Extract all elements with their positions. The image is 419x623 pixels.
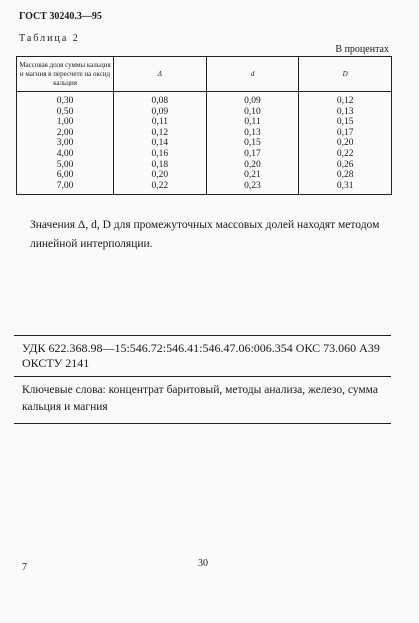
table-cell: 7,00 [17,181,114,195]
table-cell: 0,30 [17,92,114,107]
table-cell: 0,17 [299,128,392,139]
table-cell: 0,28 [299,170,392,181]
table-header-row [17,57,392,92]
table-cell: 0,08 [114,92,207,107]
table-row [17,138,392,149]
table-cell: 0,15 [206,138,299,149]
table-cell: 1,00 [17,117,114,128]
table-caption: Таблица 2 [19,33,80,44]
table-cell: 0,16 [114,149,207,160]
column-header-mass-fraction: Массовая доля суммы кальция и магния в пересчете на оксид кальция [17,57,114,92]
table-cell: 0,17 [206,149,299,160]
table-row [17,92,392,107]
table-units: В процентах [335,44,389,55]
table-cell: 3,00 [17,138,114,149]
table-cell: 0,31 [299,181,392,195]
table-row [17,107,392,118]
table-cell: 0,13 [206,128,299,139]
column-header-delta: Δ [114,57,207,92]
divider-middle [14,376,391,377]
table-cell: 0,22 [114,181,207,195]
table-cell: 0,20 [114,170,207,181]
table-cell: 0,13 [299,107,392,118]
data-table [16,56,392,195]
divider-top [14,335,391,336]
table-cell: 0,20 [206,160,299,171]
table-cell: 0,18 [114,160,207,171]
page-number: 30 [198,558,208,569]
standard-code: ГОСТ 30240.3—95 [19,11,102,22]
interpolation-note: Значения Δ, d, D для промежуточных массовых долей находят методом линейной интерполяции. [30,219,380,250]
table-cell: 0,21 [206,170,299,181]
table-cell: 0,26 [299,160,392,171]
table-cell: 0,12 [114,128,207,139]
table-cell: 0,20 [299,138,392,149]
table-cell: 0,15 [299,117,392,128]
table-cell: 0,11 [206,117,299,128]
table-row [17,117,392,128]
keywords: Ключевые слова: концентрат баритовый, методы анализа, железо, сумма кальция и магния [22,384,378,413]
table-cell: 0,09 [206,92,299,107]
table-cell: 0,22 [299,149,392,160]
table-cell: 0,10 [206,107,299,118]
table-cell: 0,09 [114,107,207,118]
column-header-d-small: d [206,57,299,92]
table-cell: 0,23 [206,181,299,195]
table-row [17,181,392,195]
classification-codes: УДК 622.368.98—15:546.72:546.41:546.47.06:006.354 ОКС 73.060 А39 ОКСТУ 2141 [22,341,380,370]
column-header-d-capital: D [299,57,392,92]
table-row [17,128,392,139]
table-row [17,149,392,160]
divider-bottom [14,423,391,424]
table-cell: 0,11 [114,117,207,128]
table-cell: 5,00 [17,160,114,171]
corner-mark: 7 [22,562,27,573]
table-row [17,160,392,171]
table-cell: 2,00 [17,128,114,139]
table-cell: 0,14 [114,138,207,149]
table-row [17,170,392,181]
table-cell: 6,00 [17,170,114,181]
table-cell: 0,12 [299,92,392,107]
table-cell: 4,00 [17,149,114,160]
table-cell: 0,50 [17,107,114,118]
